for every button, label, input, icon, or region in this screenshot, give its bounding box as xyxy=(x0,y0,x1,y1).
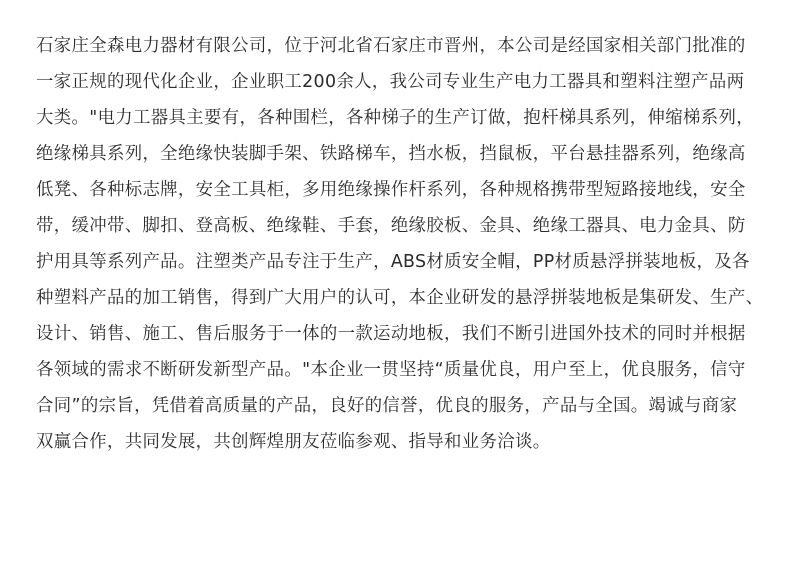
text-line: 合同”的宗旨，凭借着高质量的产品，良好的信誉，优良的服务，产品与全国。竭诚与商家 xyxy=(36,396,738,416)
text-line: 绝缘梯具系列，全绝缘快装脚手架、铁路梯车，挡水板，挡鼠板，平台悬挂器系列，绝缘高 xyxy=(36,144,746,164)
text-line: 设计、销售、施工、售后服务于一体的一款运动地板，我们不断引进国外技术的同时并根据 xyxy=(36,324,746,344)
text-line: 带，缓冲带、脚扣、登高板、绝缘鞋、手套，绝缘胶板、金具、绝缘工器具、电力金具、防 xyxy=(36,216,746,236)
text-line: 种塑料产品的加工销售，得到广大用户的认可，本企业研发的悬浮拼装地板是集研发、生产、 xyxy=(36,288,764,308)
text-line: 双赢合作，共同发展，共创辉煌朋友莅临参观、指导和业务洽谈。 xyxy=(36,432,551,452)
text-line: 一家正规的现代化企业，企业职工200余人，我公司专业生产电力工器具和塑料注塑产品两 xyxy=(36,72,745,92)
text-line: 各领域的需求不断研发新型产品。"本企业一贯坚持“质量优良，用户至上，优良服务，信守 xyxy=(36,360,746,380)
text-line: 石家庄全森电力器材有限公司，位于河北省石家庄市晋州，本公司是经国家相关部门批准的 xyxy=(36,36,746,56)
company-description-paragraph xyxy=(36,28,776,460)
text-line: 护用具等系列产品。注塑类产品专注于生产，ABS材质安全帽，PP材质悬浮拼装地板，及各 xyxy=(36,252,750,272)
text-line: 低凳、各种标志牌，安全工具柜，多用绝缘操作杆系列，各种规格携带型短路接地线，安全 xyxy=(36,180,746,200)
text-line: 大类。"电力工器具主要有，各种围栏，各种梯子的生产订做，抱杆梯具系列，伸缩梯系列， xyxy=(36,108,754,128)
